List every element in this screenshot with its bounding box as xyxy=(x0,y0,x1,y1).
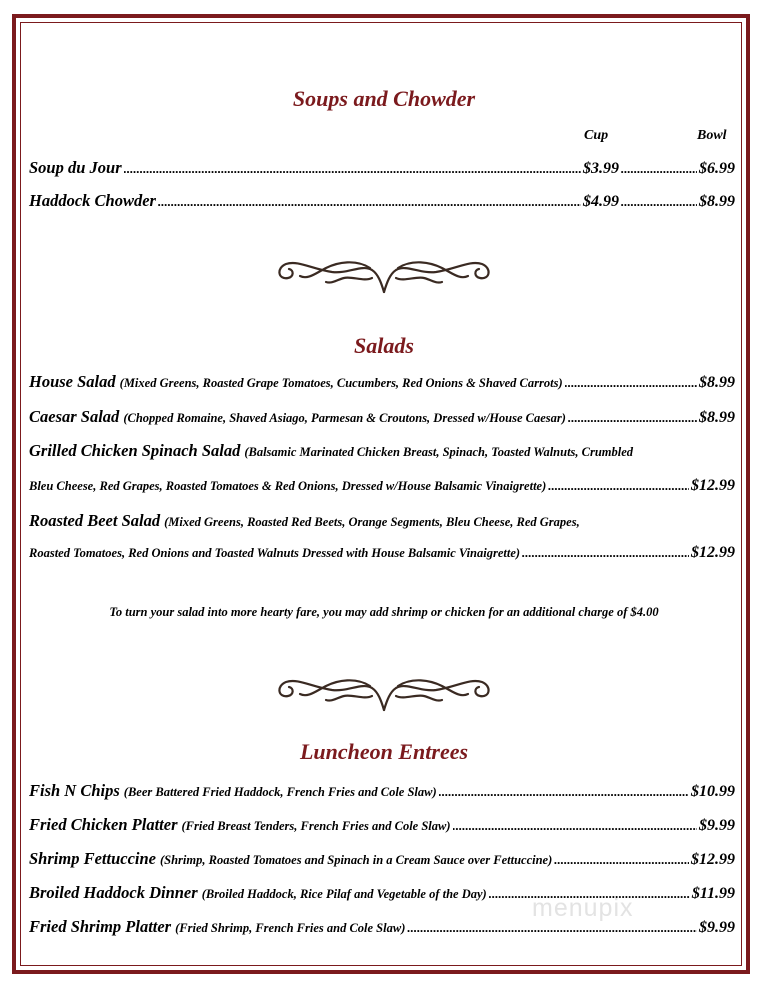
item-description: (Broiled Haddock, Rice Pilaf and Vegetable of the Day) xyxy=(201,887,487,901)
item-description-continued: Roasted Tomatoes, Red Onions and Toasted Walnuts Dressed with House Balsamic Vinaigrette) xyxy=(29,546,521,560)
cup-price: $4.99 xyxy=(583,193,619,210)
item-name: Grilled Chicken Spinach Salad xyxy=(29,441,241,460)
menupix-watermark: menupix xyxy=(532,894,634,922)
salad-addon-note: To turn your salad into more hearty fare, you may add shrimp or chicken for an additional charge of $4.00 xyxy=(109,605,659,619)
menu-item-fish-n-chips xyxy=(29,781,735,801)
cup-column-header: Cup xyxy=(584,128,609,143)
item-name: Shrimp Fettuccine xyxy=(29,849,156,868)
item-price: $12.99 xyxy=(691,851,735,868)
menu-item-grilled-chicken-spinach-salad-cont xyxy=(29,477,735,495)
leader-dots xyxy=(621,161,697,177)
bowl-price: $8.99 xyxy=(699,193,735,210)
menu-item-fried-chicken-platter xyxy=(29,815,735,835)
bowl-column-header: Bowl xyxy=(697,128,727,143)
item-description: (Mixed Greens, Roasted Grape Tomatoes, Cucumbers, Red Onions & Shaved Carrots) xyxy=(119,376,563,390)
bowl-price: $6.99 xyxy=(699,160,735,177)
item-name: Caesar Salad xyxy=(29,407,120,426)
item-price: $9.99 xyxy=(699,817,735,834)
item-description: (Balsamic Marinated Chicken Breast, Spinach, Toasted Walnuts, Crumbled xyxy=(244,445,634,459)
item-description: (Fried Shrimp, French Fries and Cole Slaw) xyxy=(175,921,406,935)
item-description: (Fried Breast Tenders, French Fries and Cole Slaw) xyxy=(181,819,451,833)
item-description: (Chopped Romaine, Shaved Asiago, Parmesan & Croutons, Dressed w/House Caesar) xyxy=(123,411,566,425)
item-price: $12.99 xyxy=(691,477,735,494)
leader-dots xyxy=(453,818,697,834)
menu-item-grilled-chicken-spinach-salad xyxy=(29,441,735,461)
leader-dots xyxy=(124,161,581,177)
item-name: House Salad xyxy=(29,372,116,391)
leader-dots xyxy=(522,545,689,561)
leader-dots xyxy=(568,410,697,426)
item-price: $11.99 xyxy=(691,885,735,902)
leader-dots xyxy=(158,194,581,210)
menu-item-roasted-beet-salad xyxy=(29,511,735,531)
entrees-heading: Luncheon Entrees xyxy=(299,739,469,764)
item-description-continued: Bleu Cheese, Red Grapes, Roasted Tomatoes & Red Onions, Dressed w/House Balsamic Vinaigrette) xyxy=(29,479,547,493)
item-price: $8.99 xyxy=(699,409,735,426)
item-price: $10.99 xyxy=(691,783,735,800)
menu-item-house-salad xyxy=(29,372,735,392)
cup-price: $3.99 xyxy=(583,160,619,177)
leader-dots xyxy=(439,784,689,800)
item-name: Fried Chicken Platter xyxy=(29,815,178,834)
item-price: $12.99 xyxy=(691,544,735,561)
leader-dots xyxy=(621,194,697,210)
item-name: Soup du Jour xyxy=(29,158,122,177)
menu-item-caesar-salad xyxy=(29,407,735,427)
leader-dots xyxy=(554,852,689,868)
flourish-divider-icon xyxy=(272,254,496,294)
item-description: (Beer Battered Fried Haddock, French Fries and Cole Slaw) xyxy=(123,785,437,799)
item-name: Fish N Chips xyxy=(29,781,120,800)
item-name: Broiled Haddock Dinner xyxy=(29,883,198,902)
flourish-divider-icon xyxy=(272,672,496,712)
soups-heading: Soups and Chowder xyxy=(292,86,476,111)
menu-item-shrimp-fettuccine xyxy=(29,849,735,869)
leader-dots xyxy=(548,478,689,494)
item-name: Roasted Beet Salad xyxy=(29,511,161,530)
menu-item-haddock-chowder xyxy=(29,191,735,211)
salads-heading: Salads xyxy=(354,333,414,358)
item-name: Fried Shrimp Platter xyxy=(29,917,172,936)
menu-item-roasted-beet-salad-cont xyxy=(29,544,735,562)
item-price: $8.99 xyxy=(699,374,735,391)
menu-item-soup-du-jour xyxy=(29,158,735,178)
item-price: $9.99 xyxy=(699,919,735,936)
item-description: (Shrimp, Roasted Tomatoes and Spinach in a Cream Sauce over Fettuccine) xyxy=(159,853,553,867)
leader-dots xyxy=(565,375,697,391)
item-name: Haddock Chowder xyxy=(29,191,156,210)
item-description: (Mixed Greens, Roasted Red Beets, Orange Segments, Bleu Cheese, Red Grapes, xyxy=(164,515,580,529)
